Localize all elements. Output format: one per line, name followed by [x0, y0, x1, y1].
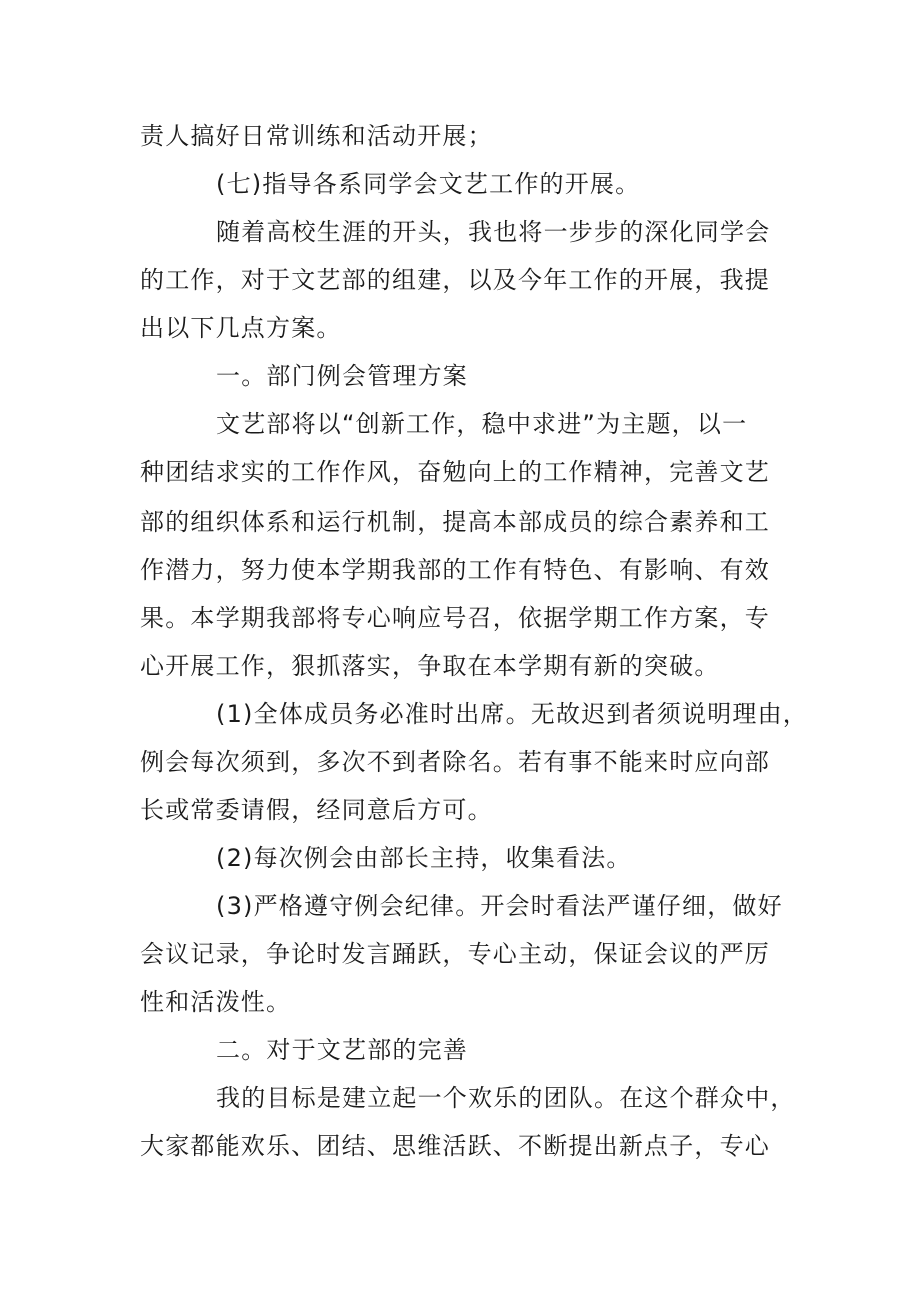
- list-item: (1)全体成员务必准时出席。无故迟到者须说明理由，: [216, 700, 808, 728]
- text-line: 种团结求实的工作作风，奋勉向上的工作精神，完善文艺: [140, 458, 770, 486]
- text-line: 作潜力，努力使本学期我部的工作有特色、有影响、有效: [140, 556, 770, 584]
- text-line: 例会每次须到，多次不到者除名。若有事不能来时应向部: [140, 748, 770, 776]
- text-line: 心开展工作，狠抓落实，争取在本学期有新的突破。: [140, 652, 720, 680]
- text-line: 责人搞好日常训练和活动开展；: [140, 122, 493, 150]
- list-item: (2)每次例会由部长主持，收集看法。: [216, 844, 632, 872]
- section-heading: 一。部门例会管理方案: [216, 362, 468, 390]
- text-line: 大家都能欢乐、团结、思维活跃、不断提出新点子，专心: [140, 1132, 770, 1160]
- text-line: 随着高校生涯的开头，我也将一步步的深化同学会: [216, 218, 771, 246]
- text-line: 文艺部将以“创新工作，稳中求进”为主题，以一: [216, 410, 748, 438]
- text-line: 的工作，对于文艺部的组建，以及今年工作的开展，我提: [140, 266, 770, 294]
- section-heading: 二。对于文艺部的完善: [216, 1036, 468, 1064]
- text-line: 部的组织体系和运行机制，提高本部成员的综合素养和工: [140, 508, 770, 536]
- text-line: 出以下几点方案。: [140, 314, 342, 342]
- text-line: 我的目标是建立起一个欢乐的团队。在这个群众中，: [216, 1084, 796, 1112]
- list-item: (3)严格遵守例会纪律。开会时看法严谨仔细，做好: [216, 892, 783, 920]
- text-line: 性和活泼性。: [140, 988, 292, 1016]
- text-line: 长或常委请假，经同意后方可。: [140, 796, 493, 824]
- text-line: 果。本学期我部将专心响应号召，依据学期工作方案，专: [140, 604, 770, 632]
- text-line: (七)指导各系同学会文艺工作的开展。: [216, 170, 641, 198]
- text-line: 会议记录，争论时发言踊跃，专心主动，保证会议的严厉: [140, 940, 770, 968]
